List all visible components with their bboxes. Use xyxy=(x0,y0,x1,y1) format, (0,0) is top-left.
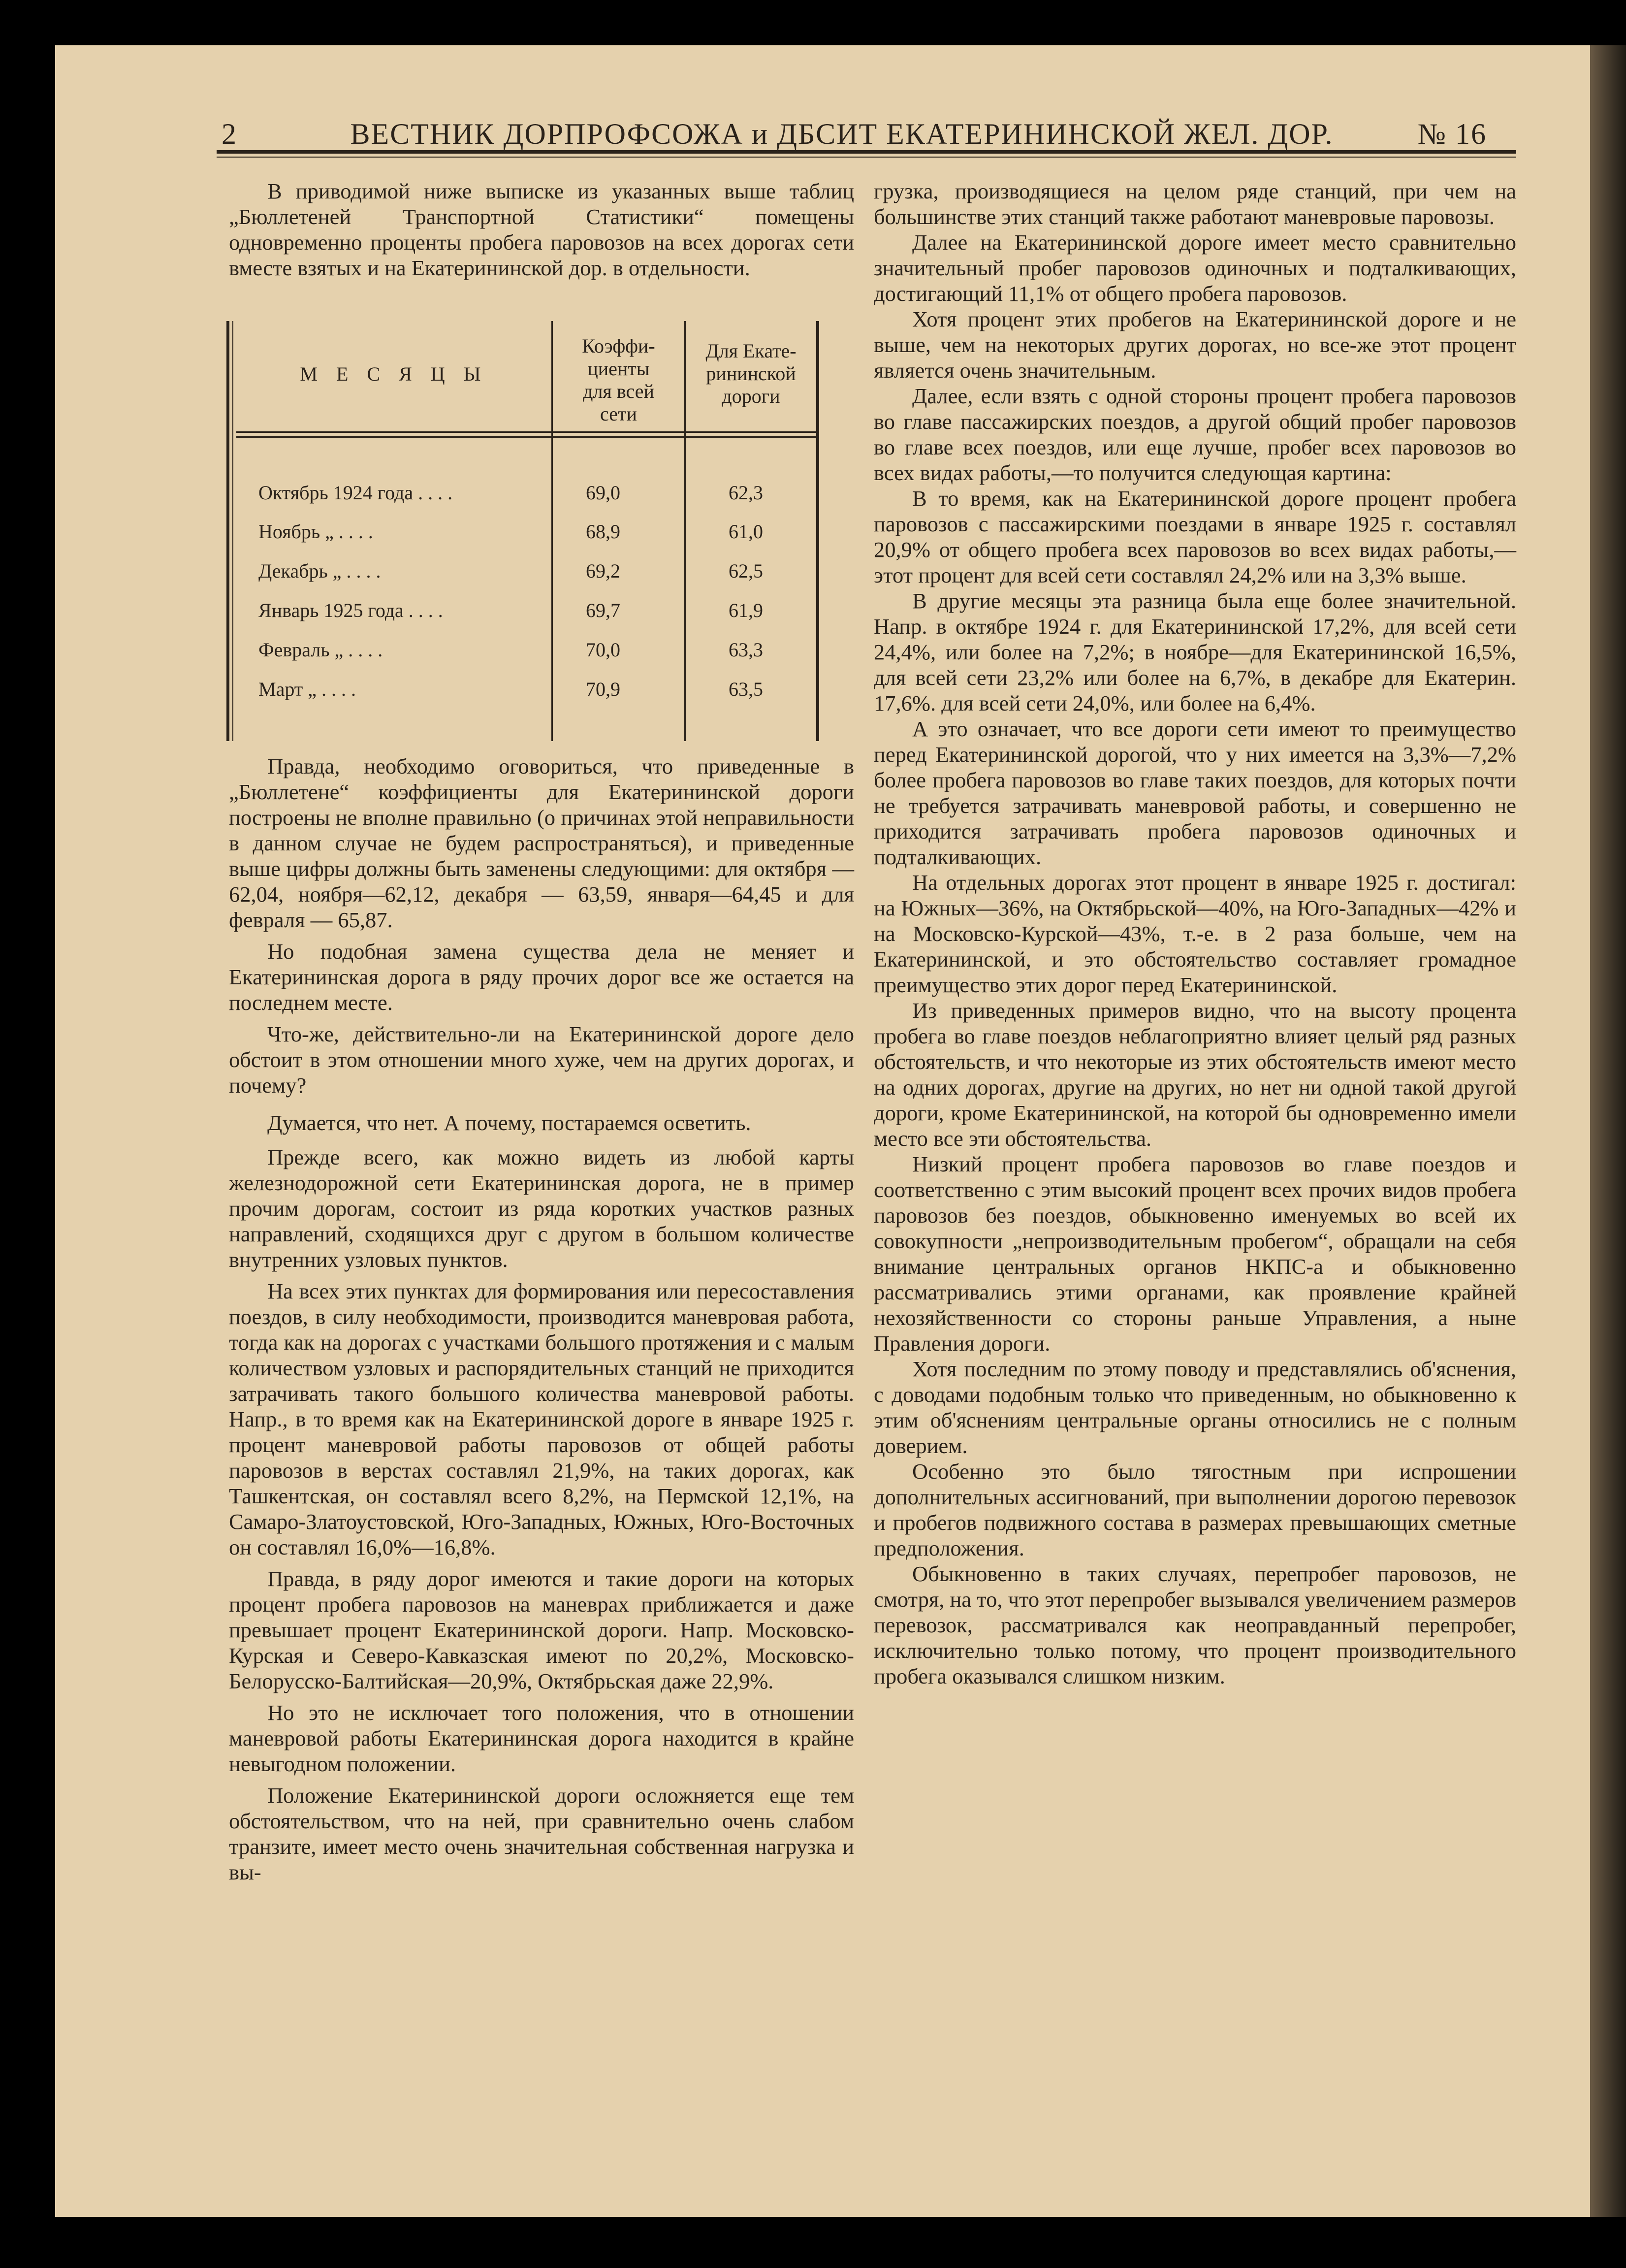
locomotive-mileage-table: М Е С Я Ц Ы Коэффи- циенты для всей сети Для Екате- рининской дороги Октябрь 1924 года . . . . 69,0 62,3 Ноябрь „ . . . . 68,9 61,0 Декабрь „ . . . . 69,2 62,5 Январь 1925 года . . . . 69,7 61,9 Февраль „ . . . . 70,0 63,3 Март „ . . . . 70,9 63,5 xyxy=(226,321,822,741)
table-header-ekaterininskaya: Для Екате- рининской дороги xyxy=(705,340,797,407)
paragraph: Правда, необходимо оговориться, что приведенные в „Бюллетене“ коэффициенты для Екатерининской дороги построены не вполне правильно (о причинах этой неправильности в данном случае не будем распространяться), и приведенные выше цифры должны быть заменены следующими: для октября — 62,04, ноября—62,12, декабря — 63,59, января—64,45 и для февраля — 65,87. xyxy=(229,754,854,932)
header-rule-thick xyxy=(217,150,1516,154)
paragraph: На всех этих пунктах для формирования или пересоставления поездов, в силу необходимости, производится маневровая работа, тогда как на дорогах с участками большого протяжения и с малым количеством узловых и распорядительных станций не приходится затрачивать такого большого количества маневровой работы. Напр., в то время как на Екатерининской дороге в январе 1925 г. процент маневровой работы паровозов от общей работы паровозов в верстах составлял 21,9%, на таких дорогах, как Ташкентская, он составлял всего 8,2%, на Пермской 12,1%, на Самаро-Златоустовской, Юго-Западных, Южных, Юго-Восточных он составлял 16,0%—16,8%. xyxy=(229,1279,854,1559)
paragraph: В другие месяцы эта разница была еще более значительной. Напр. в октябре 1924 г. для Екатерининской 17,2%, для всей сети 24,4%, или более на 7,2%; в ноябре—для Екатерининской 16,5%, для всей сети 23,2% или более на 6,7%, в декабре для Екатерин. 17,6%. для всей сети 24,0%, или более на 6,4%. xyxy=(874,588,1516,715)
publication-title: ВЕСТНИК ДОРПРОФСОЖА и ДБСИТ ЕКАТЕРИНИНСКОЙ ЖЕЛ. ДОР. xyxy=(350,118,1334,150)
page-edge-shadow xyxy=(1590,45,1626,2217)
paragraph: Далее, если взять с одной стороны процент пробега паровозов во главе пассажирских поездов, а другой общий пробег паровозов во главе всех поездов, или еще лучше, пробег всех паровозов во всех видах работы,—то получится следующая картина: xyxy=(874,384,1516,485)
paragraph: А это означает, что все дороги сети имеют то преимущество перед Екатерининской дорогой, что у них имеется на 3,3%—7,2% более пробега паровозов во главе таких поездов, для которых почти не требуется затрачивать маневровой работы, и совершенно не приходится затрачивать пробега паровозов одиночных и подталкивающих. xyxy=(874,716,1516,869)
page-number: 2 xyxy=(222,118,237,150)
paragraph: Но подобная замена существа дела не меняет и Екатерининская дорога в ряду прочих дорог все же остается на последнем месте. xyxy=(229,939,854,1015)
table-border-left-inner xyxy=(232,321,233,741)
paragraph: Прежде всего, как можно видеть из любой карты железнодорожной сети Екатерининская дорога, не в пример прочим дорогам, состоит из ряда коротких участков разных направлений, сходящихся друг с другом в большом количестве внутренних узловых пунктов. xyxy=(229,1145,854,1272)
left-column-top xyxy=(229,178,854,281)
table-header-network: Коэффи- циенты для всей сети xyxy=(582,335,655,425)
table-border-left xyxy=(226,321,229,741)
paragraph: В то время, как на Екатерининской дороге процент пробега паровозов с пассажирскими поездами в январе 1925 г. составлял 20,9% от общего пробега всех паровозов во всех видах работы,—этот процент для всей сети составлял 24,2% или на 3,3% выше. xyxy=(874,486,1516,587)
paragraph: грузка, производящиеся на целом ряде станций, при чем на большинстве этих станций также работают маневровые паровозы. xyxy=(874,179,1516,229)
paragraph: Хотя процент этих пробегов на Екатерининской дороге и не выше, чем на некоторых других дорогах, но все-же этот процент является очень значительным. xyxy=(874,307,1516,383)
paragraph: Низкий процент пробега паровозов во главе поездов и соответственно с этим высокий процент всех прочих видов пробега паровозов без поездов, обыкновенно именуемых во всей их совокупности „непроизводительным пробегом“, обращали на себя внимание центральных органов НКПС-а и обыкновенно рассматривались этими органами, как проявление крайней нехозяйственности со стороны раньше Управления, а ныне Правления дороги. xyxy=(874,1152,1516,1356)
header-rule-thin xyxy=(217,157,1516,158)
issue-number: № 16 xyxy=(1417,118,1487,150)
paragraph: Хотя последним по этому поводу и представлялись об'яснения, с доводами подобным только что приведенным, но обыкновенно к этим об'яснениям центральные органы относились не с полным доверием. xyxy=(874,1357,1516,1458)
paragraph: Положение Екатерининской дороги осложняется еще тем обстоятельством, что на ней, при сравнительно очень слабом транзите, имеет место очень значительная собственная нагрузка и вы- xyxy=(229,1783,854,1884)
paragraph: Что-же, действительно-ли на Екатерининской дороге дело обстоит в этом отношении много хуже, чем на других дорогах, и почему? xyxy=(229,1022,854,1098)
paragraph: Думается, что нет. А почему, постараемся осветить. xyxy=(267,1110,751,1135)
paragraph: Далее на Екатерининской дороге имеет место сравнительно значительный пробег паровозов одиночных и подталкивающих, достигающий 11,1% от общего пробега паровозов. xyxy=(874,230,1516,306)
paragraph: Но это не исключает того положения, что в отношении маневровой работы Екатерининская дорога находится в крайне невыгодном положении. xyxy=(229,1700,854,1776)
paragraph: Обыкновенно в таких случаях, перепробег паровозов, не смотря, на то, что этот перепробег вызывался увеличением размеров перевозок, рассматривался как неоправданный перепробег, исключительно только потому, что процент производительного пробега оказывался слишком низким. xyxy=(874,1561,1516,1688)
paragraph: Из приведенных примеров видно, что на высоту процента пробега во главе поездов неблагоприятно влияет целый ряд разных обстоятельств, и что некоторые из этих обстоятельств имеют место на одних дорогах, другие на других, но нет ни одной такой другой дороги, кроме Екатерининской, на которой бы одновременно имели место все эти обстоятельства. xyxy=(874,998,1516,1151)
paragraph: Особенно это было тягостным при испрошении дополнительных ассигнований, при выполнении дорогою перевозок и пробегов подвижного состава в размерах превышающих сметные предположения. xyxy=(874,1459,1516,1560)
right-column xyxy=(874,178,1516,1689)
paragraph: Правда, в ряду дорог имеются и такие дороги на которых процент пробега паровозов на маневрах приближается и даже превышает процент Екатерининской дороги. Напр. Московско-Курская и Северо-Кавказская имеют по 20,2%, Московско-Белорусско-Балтийская—20,9%, Октябрьская даже 22,9%. xyxy=(229,1566,854,1693)
table-header-rule xyxy=(236,431,817,433)
table-header-months: М Е С Я Ц Ы xyxy=(300,363,488,385)
table-header-rule xyxy=(236,436,817,438)
paragraph: В приводимой ниже выписке из указанных выше таблиц „Бюллетеней Транспортной Статистики“ помещены одновременно проценты пробега паровозов на всех дорогах сети вместе взятых и на Екатерининской дор. в отдельности. xyxy=(229,179,854,280)
table-border-right xyxy=(816,321,819,741)
left-column-body xyxy=(229,753,854,1885)
paragraph: На отдельных дорогах этот процент в январе 1925 г. достигал: на Южных—36%, на Октябрьской—40%, на Юго-Западных—42% и на Московско-Курской—43%, т.-е. в 2 раза больше, чем на Екатерининской, и это обстоятельство составляет громадное преимущество этих дорог перед Екатерининской. xyxy=(874,870,1516,997)
